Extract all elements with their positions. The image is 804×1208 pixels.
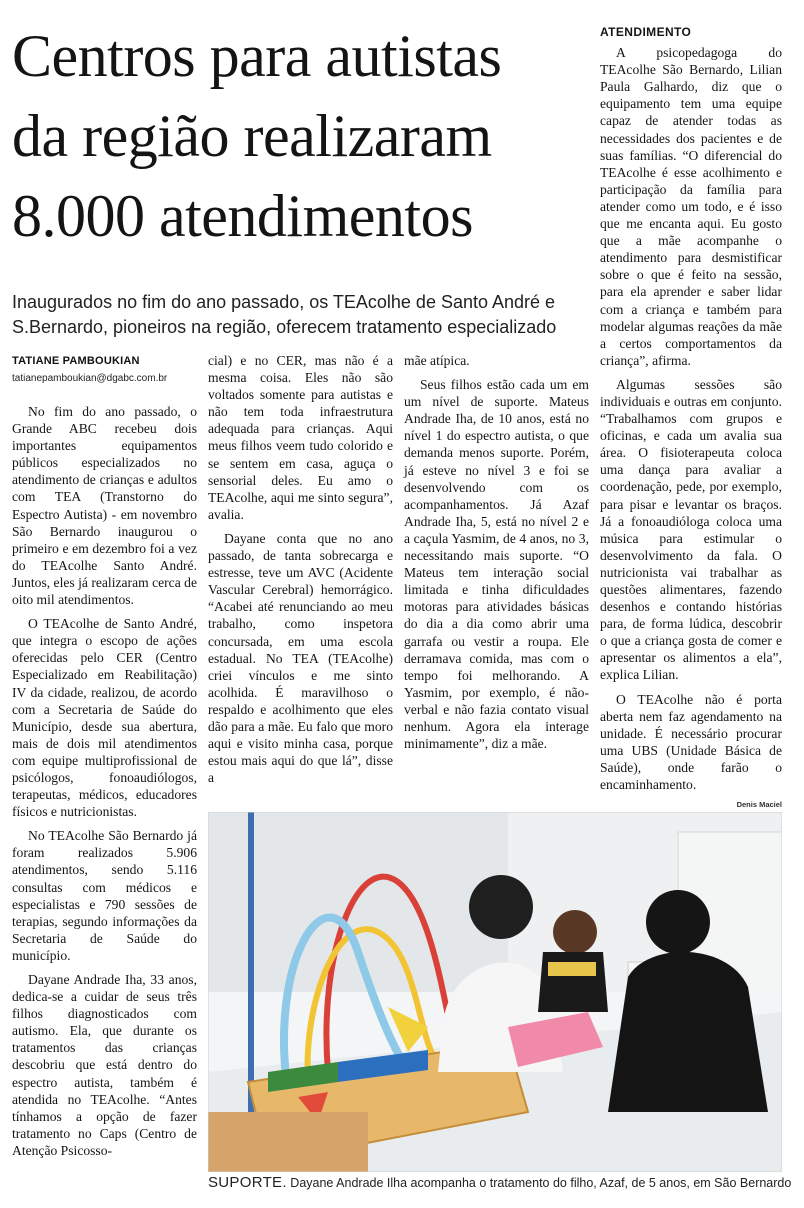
paragraph: Dayane Andrade Iha, 33 anos, dedica-se a cuidar de seus três filhos diagnosticados com autismo. Ela, que durante os tratamentos das crianças descobriu que está dentro do espectro autista, também é atendida no TEAcolhe. “Antes tínhamos a opção de fazer tratamento no Caps (Centro de Atenção Psicosso- [12, 972, 197, 1158]
photo-credit: Denis Maciel [736, 800, 782, 809]
headline-line-1: Centros para autistas [12, 23, 502, 89]
section-heading: ATENDIMENTO [600, 25, 692, 39]
byline-email[interactable]: tatianepamboukian@dgabc.com.br [12, 373, 168, 384]
subtitle-line-2: S.Bernardo, pioneiros na região, oferecem tratamento especializado [12, 317, 557, 337]
article-column-4 [600, 24, 782, 800]
paragraph: A psicopedagoga do TEAcolhe São Bernardo, Lilian Paula Galhardo, diz que o equipamento tem uma equipe capaz de atender todas as necessidades dos pacientes e de suas famílias. “O diferencial do TEAcolhe é esse acolhimento e participação da família para atender como um todo, e é isso que me encanta aqui. Eu gosto que a mãe acompanhe o atendimento para desmistificar sobre o que é feito na sessão, para ela aprender e saber lidar com a criança e também para modelar algumas reações da mãe a certos comportamentos da criança”, afirma. [600, 45, 782, 368]
article-column-1 [12, 403, 197, 1166]
paragraph: mãe atípica. [404, 353, 470, 368]
article-photo [208, 812, 782, 1172]
caption-text: Dayane Andrade Ilha acompanha o tratamento do filho, Azaf, de 5 anos, em São Bernardo [290, 1176, 792, 1190]
article-column-3 [404, 352, 589, 759]
headline-line-3: 8.000 atendimentos [12, 183, 473, 249]
paragraph: O TEAcolhe de Santo André, que integra o escopo de ações oferecidas pelo CER (Centro Especializado em Reabilitação) IV da cidade, realizou, de acordo com a Secretaria de Saúde do Município, desde sua abertura, mais de dois mil atendimentos com equipe multiprofissional de psicólogos, fonoaudiólogos, terapeutas, médicos, educadores físicos e nutricionistas. [12, 616, 197, 820]
headline-line-2: da região realizaram [12, 103, 492, 169]
subtitle [12, 290, 592, 340]
paragraph: Algumas sessões são individuais e outras em conjunto. “Trabalhamos com grupos e oficinas, e cada um avalia sua área. O fisioterapeuta coloca uma dança para avaliar a coordenação, pede, por exemplo, para pisar e levantar os braços. Já a fonoaudióloga coloca uma música para estimular o desenvolvimento da fala. O nutricionista vai trabalhar as questões alimentares, fazendo desenhos e contando histórias para, de forma lúdica, descobrir o que a criança gosta de comer e apresentar os alimentos a ela”, explica Lilian. [600, 376, 782, 683]
caption-kicker: SUPORTE. [208, 1174, 287, 1191]
paragraph: Dayane conta que no ano passado, de tanta sobrecarga e estresse, teve um AVC (Acidente Vascular Cerebral) hemorrágico. “Acabei até renunciando ao meu trabalho, como inspetora concursada, em uma escola estadual. No TEA (TEAcolhe) criei vínculos e me sinto acolhida. É maravilhoso o respaldo e acolhimento que eles dão para a mãe. Eu falo que moro aqui e visito minha casa, porque estou mais aqui do que lá”, disse a [208, 530, 393, 786]
photo-caption [208, 1174, 792, 1191]
paragraph: No fim do ano passado, o Grande ABC recebeu dois importantes equipamentos públicos especializados no atendimento de crianças e adultos com TEA (Transtorno do Espectro Autista) - em novembro São Bernardo inaugurou o primeiro e em dezembro foi a vez do TEAcolhe Santo André. Juntos, eles já realizaram cerca de oito mil atendimentos. [12, 404, 197, 608]
therapy-room-illustration [208, 812, 782, 1172]
byline-author: TATIANE PAMBOUKIAN [12, 355, 140, 367]
paragraph: Seus filhos estão cada um em um nível de suporte. Mateus Andrade Iha, de 10 anos, está no nível 1 do espectro autista, o que demanda menos suporte. Porém, já esteve no nível 3 e foi se desenvolvendo com os acompanhamentos. Já Azaf Andrade Iha, 5, está no nível 2 e a caçula Yasmim, de 4 anos, no 3, necessitando mais suporte. “O Mateus tem interação social limitada e tinha dificuldades motoras para atividades básicas do dia a dia como abrir uma garrafa ou vestir a roupa. Ele derramava comida, mas com o tempo foi melhorando. A Yasmim, por exemplo, é não-verbal e não fazia contato visual nenhum. Agora ela interage minimamente”, diz a mãe. [404, 377, 589, 752]
byline [12, 355, 202, 384]
subtitle-line-1: Inaugurados no fim do ano passado, os TEAcolhe de Santo André e [12, 292, 556, 312]
article-column-2 [208, 352, 393, 793]
headline [12, 16, 602, 256]
paragraph: No TEAcolhe São Bernardo já foram realizados 5.906 atendimentos, sendo 5.116 consultas com médicos e especialistas e 790 sessões de terapias, segundo informações da Secretaria de Saúde do município. [12, 828, 197, 963]
paragraph: cial) e no CER, mas não é a mesma coisa. Eles não são voltados somente para autistas e não tem toda infraestrutura adequada para crianças. Aqui meus filhos veem tudo colorido e se sentem em casa, aguça o sensorial deles. Eu amo o TEAcolhe, aqui me sinto segura”, avalia. [208, 353, 393, 522]
paragraph: O TEAcolhe não é porta aberta nem faz agendamento na unidade. É necessário procurar uma UBS (Unidade Básica de Saúde), onde farão o encaminhamento. [600, 691, 782, 793]
